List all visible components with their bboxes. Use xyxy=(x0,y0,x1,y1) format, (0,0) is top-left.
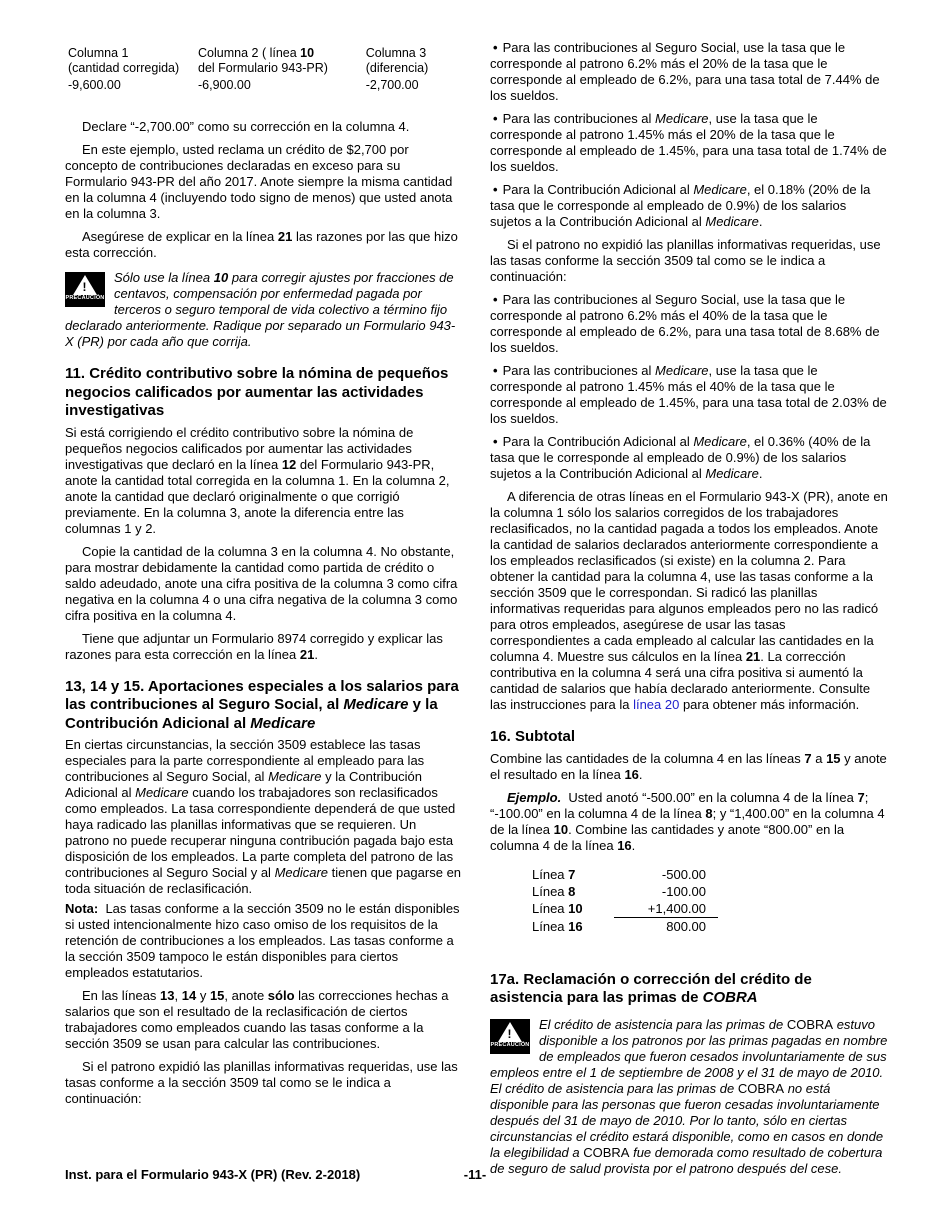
table-header: Columna 2 ( línea 10 xyxy=(198,46,315,60)
footer-title: Inst. para el Formulario 943-X (PR) (Rev. 2-2018) xyxy=(65,1167,361,1182)
paragraph-payroll-credit-intro: Si está corrigiendo el crédito contributivo sobre la nómina de pequeños negocios calificados por aumentar las actividades investigativas que declaró en la línea 12 del Formulario 943-PR, anote la cantidad total corregida en la columna 1. En la columna 2, anote la cantidad que declaró originalmente o que corrigió previamente. En la columna 3, anote la diferencia entre las columnas 1 y 2. xyxy=(65,424,450,536)
paragraph-combine-amounts: Combine las cantidades de la columna 4 en las líneas 7 a 15 y anote el resultado en la línea 16. xyxy=(490,750,887,782)
bullet-item-medicare-20 xyxy=(490,111,888,175)
table-column-1 xyxy=(68,46,198,93)
paragraph-copy-column3: Copie la cantidad de la columna 3 en la columna 4. No obstante, para mostrar debidamente la cantidad como partida de crédito o saldo adeudado, anote una cifra positiva de la columna 3 como cifra negativa en la columna 4 o una cifra negativa de la columna 3 como cifra positiva en la columna 4. xyxy=(65,543,458,623)
left-column xyxy=(65,40,463,1177)
paragraph-ejemplo: Ejemplo. Usted anotó “-500.00” en la columna 4 de la línea 7; “-100.00” en la columna 4 de la línea 8; y “1,400.00” en la columna 4 de la línea 10. Combine las cantidades y anote “800.00” en la columna 4 de la línea 16. xyxy=(490,789,885,853)
table-column-2 xyxy=(198,46,366,93)
table-column-3 xyxy=(366,46,463,93)
caution-text: El crédito de asistencia para las primas de COBRA estuvo disponible a los patronos por las primas pagadas en nombre de empleados que fueron cesados involuntariamente de sus empleos entre el 1 de septiembre de 2008 y el 31 de mayo de 2010. El crédito de asistencia para las primas de COBRA no está disponible para las personas que fueron cesadas involuntariamente después del 31 de mayo de 2010. Por lo tanto, sólo en ciertas circunstancias el crédito estará disponible, como en casos en donde la elegibilidad a COBRA fue demorada como resultado de cobertura de seguro de salud provista por el patrono después del cese. xyxy=(490,1016,888,1176)
correction-example-table xyxy=(68,46,463,93)
bullet-text: Para las contribuciones al Medicare, use la tasa que le corresponde al patrono 1.45% más el 40% de la tasa que le corresponde al empleado de 1.45%, para una tasa total de 2.03% de los sueldos. xyxy=(490,363,887,426)
bullet-item-medicare-40 xyxy=(490,363,888,427)
text-segment: A diferencia de otras líneas en el Formulario 943-X (PR), anote en la columna 1 sólo los salarios corregidos de los trabajadores reclasificados, no la cantidad pagada a todos los empleados. Anote la cantidad de salarios declarados anteriormente correspondiente a los empleados reclasificados (si existe) en la columna 2. Para obtener la cantidad para la columna 4, use las tasas conforme a la sección 3509 que le correspondan. Si radicó las planillas informativas requeridas para algunos empleados pero no las radicó para otros empleados, asegúrese de usar las tasas correspondientes a cada empleado al calcular las cantidades en la columna 4. Muestre sus cálculos en la línea 21. La corrección contributiva en la columna 4 será una cifra positiva si aumentó la cantidad de salarios que había declarado anteriormente. Consulte las instrucciones para la xyxy=(490,489,888,712)
paragraph-not-issued-returns: Si el patrono no expidió las planillas informativas requeridas, use las tasas conforme la sección 3509 tal como se le indica a continuación: xyxy=(490,237,881,284)
bullet-text: Para la Contribución Adicional al Medicare, el 0.18% (20% de la tasa que le corresponde al empleado de 0.9%) de los salarios sujetos a la Contribución Adicional al Medicare. xyxy=(490,182,871,229)
warning-triangle-icon: ! xyxy=(73,275,97,295)
paragraph-issued-returns: Si el patrono expidió las planillas informativas requeridas, use las tasas conforme a la sección 3509 tal como se le indica a continuación: xyxy=(65,1059,458,1106)
paragraph-lines-13-14-15: En las líneas 13, 14 y 15, anote sólo las correcciones hechas a salarios que son el resultado de la reclasificación de ciertos trabajadores como empleados cuando las tasas conforme a la sección 3509 se usan para calcular las contribuciones. xyxy=(65,988,449,1051)
section-heading-16: 16. Subtotal xyxy=(490,728,576,745)
table-header: Columna 3 xyxy=(365,46,427,60)
bullet-icon: • xyxy=(493,111,498,126)
line-label: Línea 10 xyxy=(532,900,583,916)
paragraph-explain-line21: Asegúrese de explicar en la línea 21 las razones por las que hizo esta corrección. xyxy=(65,229,458,260)
line-value: 800.00 xyxy=(666,918,706,934)
section-heading-11: 11. Crédito contributivo sobre la nómina de pequeños negocios calificados por aumentar las actividades investigativas xyxy=(65,365,449,419)
line-value: -100.00 xyxy=(661,883,706,899)
table-header: (cantidad corregida) xyxy=(68,61,180,75)
text-segment: para obtener más información. xyxy=(679,697,860,712)
table-value: -9,600.00 xyxy=(68,78,121,92)
warning-triangle-icon: ! xyxy=(498,1022,522,1042)
table-header: del Formulario 943-PR) xyxy=(198,61,328,75)
caution-text: Sólo use la línea 10 para corregir ajustes por fracciones de centavos, compensación por enfermedad pagada por terceros o seguro temporal de vida colectivo a término fijo declarado anteriormente. Radique por separado un Formulario 943-X (PR) por cada año que corrija. xyxy=(65,270,456,349)
bullet-text: Para las contribuciones al Medicare, use la tasa que le corresponde al patrono 1.45% más el 20% de la tasa que le corresponde al empleado de 1.45%, para una tasa total de 1.74% de los sueldos. xyxy=(490,111,887,174)
line-value-sum: +1,400.00 xyxy=(614,900,718,918)
line-label: Línea 8 xyxy=(532,883,576,899)
bullet-icon: • xyxy=(493,40,498,55)
bullet-icon: • xyxy=(493,434,498,449)
bullet-text: Para las contribuciones al Seguro Social, use la tasa que le corresponde al patrono 6.2% más el 20% de la tasa que le corresponde al empleado de 6.2%, para una tasa total de 7.44% de los sueldos. xyxy=(490,40,880,103)
bullet-icon: • xyxy=(493,363,498,378)
line-label: Línea 7 xyxy=(532,866,576,882)
paragraph-example-credit: En este ejemplo, usted reclama un crédito de $2,700 por concepto de contribuciones declaradas en exceso para su Formulario 943-PR del año 2017. Anote siempre la misma cantidad en la columna 4 (incluyendo todo signo de menos) que usted anota en la columna 3. xyxy=(65,142,453,221)
caution-note-line10 xyxy=(65,270,463,350)
paragraph-section3509-intro: En ciertas circunstancias, la sección 3509 establece las tasas especiales para la parte correspondiente al empleado para las contribuciones al Seguro Social, al Medicare y la Contribución Adicional al Medicare cuando los trabajadores son reclasificados como empleados. La tasa correspondiente dependerá de que usted haya radicado las planillas informativas que se requieren. Un patrono no puede recuperar ninguna contribución pagada bajo esta disposición de los empleados. La parte completa del patrono de las contribuciones al Seguro Social y al Medicare tienen que pagarse en toda situación de reclasificación. xyxy=(65,737,462,896)
table-row xyxy=(532,866,722,883)
table-header: (diferencia) xyxy=(365,61,429,75)
paragraph-attach-8974: Tiene que adjuntar un Formulario 8974 corregido y explicar las razones para esta corrección en la línea 21. xyxy=(65,630,443,662)
table-value: -6,900.00 xyxy=(198,78,251,92)
table-value: -2,700.00 xyxy=(365,78,419,92)
paragraph-declare-correction: Declare “-2,700.00” como su corrección en la columna 4. xyxy=(82,119,410,134)
bullet-icon: • xyxy=(493,292,498,307)
table-row xyxy=(532,883,722,900)
caution-icon xyxy=(65,272,105,307)
bullet-item-ss-20 xyxy=(490,40,888,104)
line-value: -500.00 xyxy=(661,866,706,882)
right-column xyxy=(490,40,888,1177)
table-row xyxy=(532,900,722,918)
subtotal-example-table xyxy=(532,866,722,935)
caution-note-cobra xyxy=(490,1017,888,1177)
paragraph-reclassified-wages xyxy=(490,489,888,713)
bullet-item-addl-medicare-40 xyxy=(490,434,888,482)
line-label: Línea 16 xyxy=(532,918,583,934)
table-header: Columna 1 xyxy=(68,46,129,60)
bullet-item-ss-40 xyxy=(490,292,888,356)
bullet-item-addl-medicare-20 xyxy=(490,182,888,230)
section-heading-13-14-15: 13, 14 y 15. Aportaciones especiales a los salarios para las contribuciones al Seguro Social, al Medicare y la Contribución Adicional al Medicare xyxy=(65,677,459,732)
page-number: -11- xyxy=(463,1167,487,1182)
bullet-text: Para la Contribución Adicional al Medicare, el 0.36% (40% de la tasa que le corresponde al empleado de 0.9%) de los salarios sujetos a la Contribución Adicional al Medicare. xyxy=(490,434,871,481)
bullet-icon: • xyxy=(493,182,498,197)
line-20-link[interactable]: línea 20 xyxy=(633,697,680,712)
paragraph-nota: Nota: Las tasas conforme a la sección 3509 no le están disponibles si usted intencionalmente hizo caso omiso de los requisitos de la retención de contribuciones a los empleados. Las tasas conforme a la sección 3509 tampoco le están disponibles para ciertos empleados estatutarios. xyxy=(65,901,460,980)
bullet-text: Para las contribuciones al Seguro Social, use la tasa que le corresponde al patrono 6.2% más el 40% de la tasa que le corresponde al empleado de 6.2%, para una tasa total de 8.68% de los sueldos. xyxy=(490,292,880,355)
section-heading-17a: 17a. Reclamación o corrección del crédito de asistencia para las primas de COBRA xyxy=(490,970,812,1006)
caution-icon-label: PRECAUCIÓN xyxy=(490,1041,530,1048)
table-row xyxy=(532,918,722,935)
caution-icon xyxy=(490,1019,530,1054)
caution-icon-label: PRECAUCIÓN xyxy=(65,295,105,301)
